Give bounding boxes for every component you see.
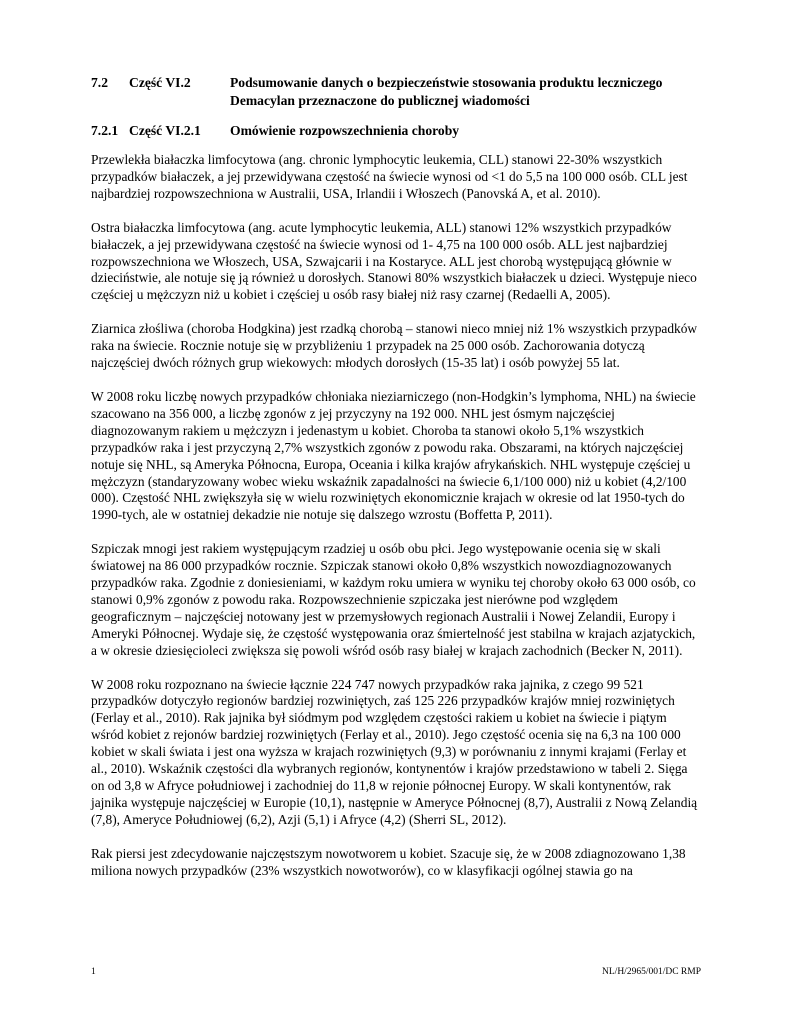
- document-page: [91, 74, 701, 880]
- page-number: 1: [91, 967, 96, 977]
- section-heading-7-2-1: [91, 122, 701, 140]
- paragraph-myeloma: Szpiczak mnogi jest rakiem występującym rzadziej u osób obu płci. Jego występowanie ocenia się w skali światowej na 86 000 przypadków rocznie. Szpiczak stanowi około 0,8% wszystkich nowozdiagnozowanych przypadków raka. Zgodnie z doniesieniami, w każdym roku umiera w wyniku tej choroby około 63 000 osób, co stanowi 0,9% zgonów z powodu raka. Rozpowszechnienie szpiczaka jest nierówne pod względem geograficznym – najczęściej notowany jest w przemysłowych regionach Australii i Nowej Zelandii, Europy i Ameryki Północnej. Wydaje się, że częstość występowania oraz śmiertelność jest stabilna w krajach azjatyckich, a w okresie dziesięcioleci zwiększa się powoli wśród osób rasy białej w krajach zachodnich (Becker N, 2011).: [91, 541, 696, 658]
- section-number: 7.2: [91, 75, 108, 90]
- paragraph-hodgkin: Ziarnica złośliwa (choroba Hodgkina) jest rzadką chorobą – stanowi nieco mniej niż 1% wszystkich przypadków raka na świecie. Rocznie notuje się w przybliżeniu 1 przypadek na 25 000 osób. Zachorowania dotyczą najczęściej dwóch różnych grup wiekowych: młodych dorosłych (15-35 lat) i osób powyżej 55 lat.: [91, 321, 698, 371]
- paragraph-all: Ostra białaczka limfocytowa (ang. acute lymphocytic leukemia, ALL) stanowi 12% wszystkich przypadków białaczek, a jej przewidywana częstość na świecie wynosi od 1- 4,75 na 100 000 osób. ALL jest najbardziej rozpowszechniona we Włoszech, USA, Szwajcarii i na Kostaryce. ALL jest chorobą występującą głównie w dzieciństwie, ale notuje się ją również u dorosłych. Stanowi 80% wszystkich białaczek u dzieci. Występuje nieco częściej u mężczyzn niż u kobiet i częściej u osób rasy białej niż rasy czarnej (Redaelli A, 2005).: [91, 219, 697, 303]
- paragraph-ovarian-cancer: W 2008 roku rozpoznano na świecie łącznie 224 747 nowych przypadków raka jajnika, z czego 99 521 przypadków dotyczyło regionów bardziej rozwiniętych, zaś 125 226 przypadków krajów mniej rozwiniętych (Ferlay et al., 2010). Rak jajnika był siódmym pod względem częstości rakiem u kobiet na świecie i piątym wśród kobiet z rejonów bardziej rozwiniętych (Ferlay et al., 2010). Jego częstość ocenia się na 6,3 na 100 000 kobiet w skali świata i jest ona wyższa w krajach rozwiniętych (9,3) w porównaniu z innymi krajami (Ferlay et al., 2010). Wskaźnik częstości dla wybranych regionów, kontynentów i krajów przedstawiono w tabeli 2. Sięga on od 3,8 w Afryce południowej i zachodniej do 11,8 w rejonie północnej Europy. W skali kontynentów, rak jajnika występuje najczęściej w Europie (10,1), następnie w Ameryce Północnej (8,7), Australii z Nową Zelandią (7,8), Ameryce Południowej (6,2), Azji (5,1) i Afryce (4,2) (Sherri SL, 2012).: [91, 676, 698, 827]
- subsection-number: 7.2.1: [91, 123, 119, 138]
- section-title: Podsumowanie danych o bezpieczeństwie stosowania produktu leczniczego Demacylan przeznaczone do publicznej wiadomości: [230, 75, 663, 108]
- paragraph-breast-cancer: Rak piersi jest zdecydowanie najczęstszym nowotworem u kobiet. Szacuje się, że w 2008 zdiagnozowano 1,38 miliona nowych przypadków (23% wszystkich nowotworów), co w klasyfikacji ogólnej stawia go na: [91, 845, 686, 878]
- document-reference: NL/H/2965/001/DC RMP: [602, 967, 701, 977]
- section-part: Część VI.2: [129, 75, 191, 90]
- section-heading-7-2: [91, 74, 701, 110]
- paragraph-nhl: W 2008 roku liczbę nowych przypadków chłoniaka nieziarniczego (non-Hodgkin’s lymphoma, NHL) na świecie szacowano na 356 000, a liczbę zgonów z jej przyczyny na 192 000. NHL jest ósmym najczęściej diagnozowanym rakiem u mężczyzn i jedenastym u kobiet. Choroba ta stanowi około 5,1% wszystkich przypadków raka i jest przyczyną 2,7% wszystkich zgonów z powodu raka. Obszarami, na których najczęściej notuje się NHL, są Ameryka Północna, Europa, Oceania i kilka krajów afrykańskich. NHL występuje częściej u mężczyzn (standaryzowany wobec wieku wskaźnik zapadalności na świecie 6,1/100 000) niż u kobiet (4,2/100 000). Częstość NHL zwiększyła się w wielu rozwiniętych ekonomicznie krajach w okresie od lat 1950-tych do 1990-tych, ale w ostatniej dekadzie nie notuje się dalszego wzrostu (Boffetta P, 2011).: [91, 388, 696, 523]
- subsection-title: Omówienie rozpowszechnienia choroby: [230, 123, 460, 138]
- subsection-part: Część VI.2.1: [129, 123, 201, 138]
- paragraph-cll: Przewlekła białaczka limfocytowa (ang. chronic lymphocytic leukemia, CLL) stanowi 22-30% wszystkich przypadków białaczek, a jej przewidywana częstość na świecie wynosi od <1 do 5,5 na 100 000 osób. CLL jest najbardziej rozpowszechniona w Australii, USA, Irlandii i Włoszech (Panovská A, et al. 2010).: [91, 152, 688, 201]
- page-footer: [91, 966, 701, 978]
